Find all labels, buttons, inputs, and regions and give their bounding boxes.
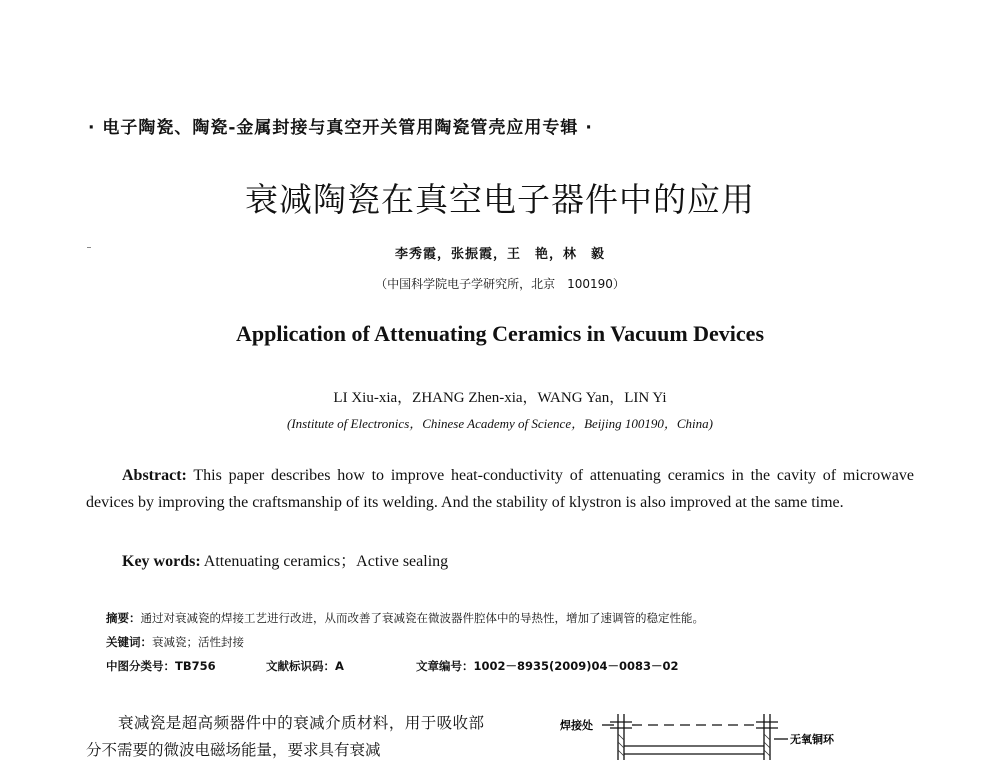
article-number-label: 文章编号： [416, 659, 474, 673]
welding-figure [560, 706, 860, 760]
abstract-chinese [106, 610, 704, 626]
keywords-chinese-text: 衰减瓷；活性封接 [152, 635, 244, 649]
clc-label: 中图分类号： [106, 659, 175, 673]
doc-code-label: 文献标识码： [266, 659, 335, 673]
article-number-value: 1002－8935(2009)04－0083－02 [473, 659, 679, 673]
keywords-english-text: Attenuating ceramics；Active sealing [203, 553, 449, 570]
affiliation-english: (Institute of Electronics，Chinese Academy of Science，Beijing 100190，China) [286, 416, 714, 431]
title-chinese: 衰减陶瓷在真空电子器件中的应用 [245, 180, 755, 219]
figure-label-weld: 焊接处 [560, 719, 593, 732]
authors-english: LI Xiu-xia，ZHANG Zhen-xia，WANG Yan，LIN Yi [333, 390, 667, 406]
keywords-chinese-label: 关键词： [106, 635, 152, 649]
doc-code-field [266, 658, 416, 674]
welding-diagram [560, 706, 860, 760]
figure-label-copper-ring: 无氧铜环 [790, 733, 834, 746]
abstract-english [86, 462, 914, 516]
keywords-english-label: Key words: [122, 553, 201, 570]
clc-value: TB756 [175, 659, 216, 673]
abstract-english-label: Abstract: [122, 467, 187, 484]
affiliation-chinese: （中国科学院电子学研究所，北京 100190） [375, 277, 625, 291]
clc-field [106, 658, 266, 674]
doc-code-value: A [335, 659, 344, 673]
body-text-chinese: 衰减瓷是超高频器件中的衰减介质材料，用于吸收部分不需要的微波电磁场能量，要求具有衰减 [86, 714, 484, 759]
abstract-chinese-text: 通过对衰减瓷的焊接工艺进行改进，从而改善了衰减瓷在微波器件腔体中的导热性，增加了速调管的稳定性能。 [140, 611, 704, 625]
title-english: Application of Attenuating Ceramics in Vacuum Devices [236, 321, 764, 346]
abstract-english-text: This paper describes how to improve heat-conductivity of attenuating ceramics in the cavity of microwave devices by improving the craftsmanship of its welding. And the stability of klystron is also improved at the same time. [86, 467, 915, 511]
abstract-chinese-label: 摘要： [106, 611, 141, 625]
keywords-chinese [106, 634, 244, 650]
series-header: · 电子陶瓷、陶瓷-金属封接与真空开关管用陶瓷管壳应用专辑 · [88, 118, 593, 138]
article-number-field [416, 658, 679, 674]
classification-line [106, 658, 679, 674]
keywords-english [122, 548, 448, 571]
authors-chinese: 李秀霞，张振霞，王 艳，林 毅 [394, 247, 605, 262]
